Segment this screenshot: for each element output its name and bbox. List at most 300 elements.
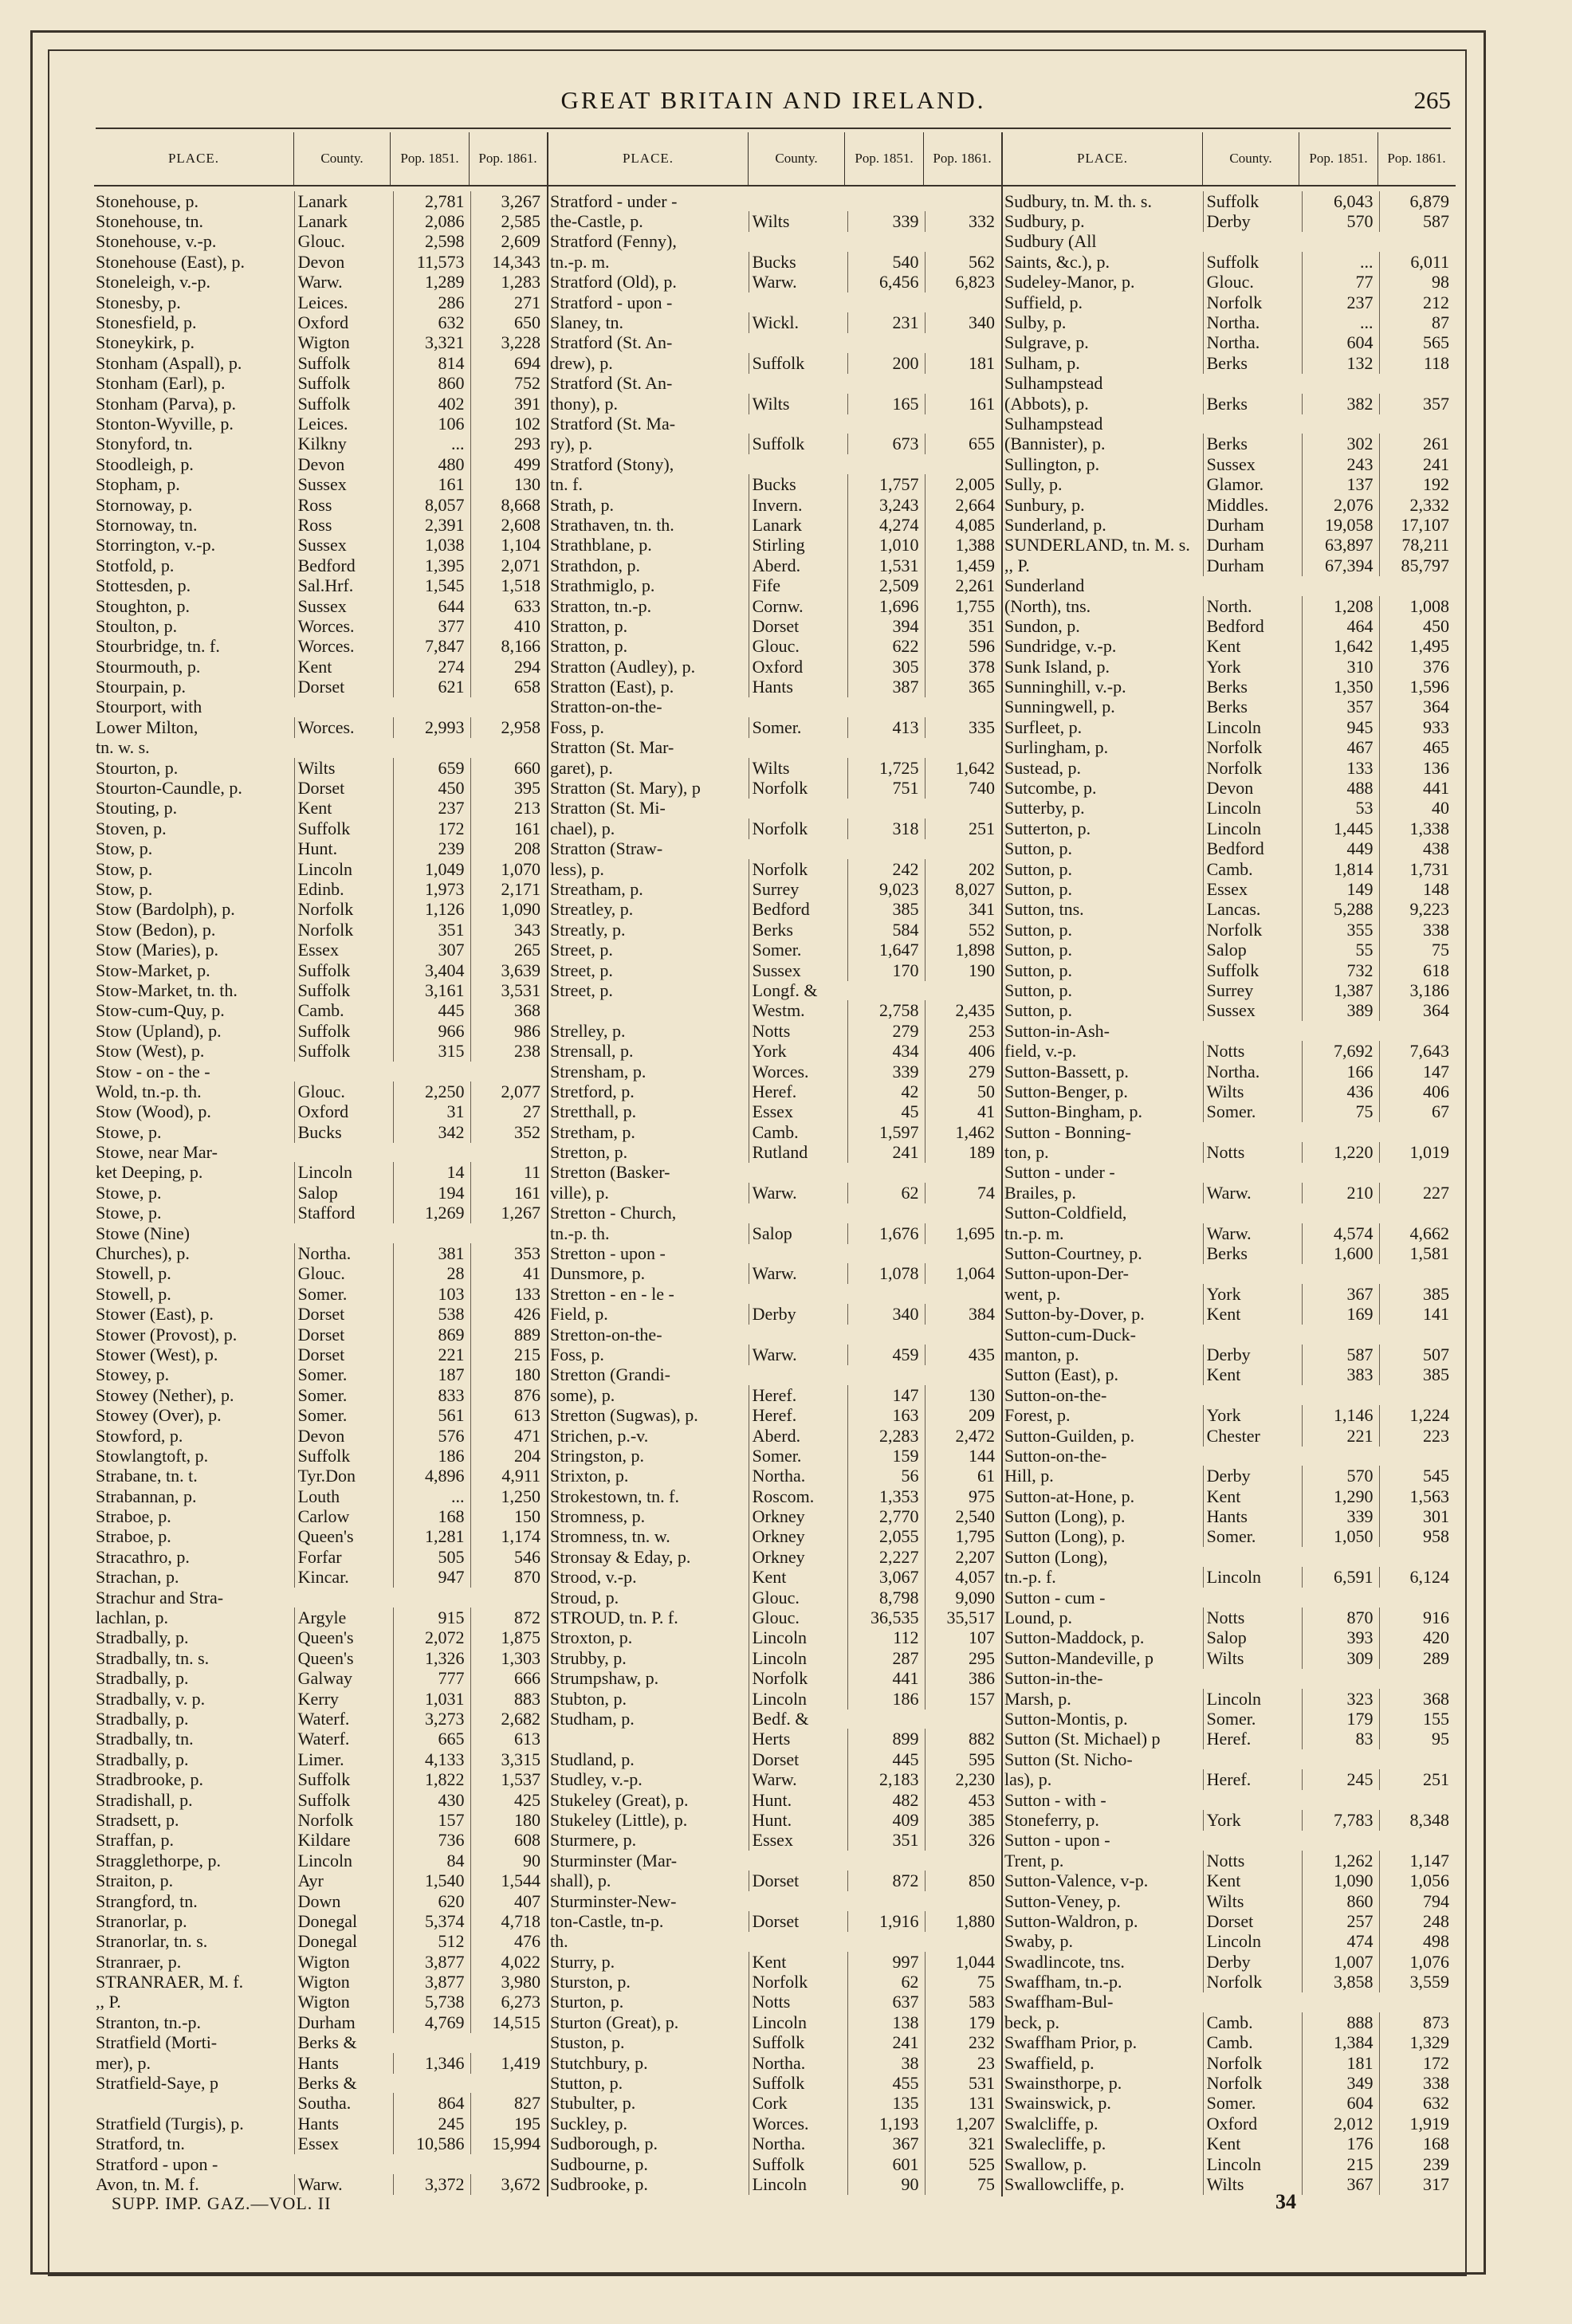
table-row — [548, 536, 1001, 555]
table-row — [1003, 1223, 1456, 1243]
pop-1851: 112 — [847, 1627, 926, 1648]
pop-1861: 133 — [470, 1284, 547, 1305]
place-name: Sutton-Courtney, p. — [1004, 1243, 1142, 1264]
table-row — [94, 374, 547, 394]
place-name: Stradbally, tn. — [96, 1729, 194, 1749]
pop-1851: 2,391 — [393, 515, 471, 536]
county: Suffolk — [294, 1446, 393, 1466]
table-row — [94, 191, 547, 211]
pop-1851: 170 — [847, 960, 926, 981]
place-name: Stradsett, p. — [96, 1809, 179, 1830]
county: Berks & — [294, 2032, 393, 2053]
county: Norfolk — [749, 1972, 847, 1992]
county: Wickl. — [749, 312, 847, 333]
county: York — [1203, 1284, 1302, 1305]
county: Glouc. — [749, 1608, 847, 1628]
place-name: Stoodleigh, p. — [96, 453, 194, 474]
place-name: Stranorlar, p. — [96, 1910, 187, 1931]
county: Donegal — [294, 1911, 393, 1932]
place-name: Stonyford, tn. — [96, 434, 193, 454]
county: Hunt. — [749, 1790, 847, 1811]
place-name: Stow, p. — [96, 858, 153, 879]
pop-1861: 161 — [925, 394, 1001, 414]
pop-1861: 441 — [1379, 778, 1456, 799]
place-name: Stow (Bedon), p. — [96, 919, 216, 940]
pop-1861: 410 — [470, 616, 547, 637]
county: Suffolk — [294, 1769, 393, 1790]
place-name: Stonesby, p. — [96, 292, 181, 312]
pop-1851: 584 — [847, 920, 926, 940]
place-name: Swalcliffe, p. — [1004, 2113, 1098, 2134]
pop-1861: 546 — [470, 1547, 547, 1568]
county: Heref. — [749, 1082, 847, 1102]
pop-1851: 340 — [847, 1304, 926, 1325]
county: Heref. — [1203, 1729, 1302, 1749]
place-name: Sutton - Bonning- — [1004, 1121, 1131, 1142]
table-row — [548, 637, 1001, 657]
table-row — [548, 1689, 1001, 1709]
place-name: Stretton, p. — [550, 1142, 628, 1163]
table-row — [94, 1183, 547, 1203]
county: Norfolk — [1203, 292, 1302, 313]
pop-1851: 5,738 — [393, 1992, 471, 2012]
place-name: (Bannister), p. — [1004, 434, 1106, 454]
county: Warw. — [294, 272, 393, 292]
table-row — [548, 252, 1001, 272]
county: Heref. — [749, 1405, 847, 1426]
pop-1851: 732 — [1302, 960, 1380, 981]
county: Norfolk — [294, 1810, 393, 1831]
table-row — [94, 1972, 547, 1992]
pop-1851: 1,281 — [393, 1526, 471, 1547]
county: Norfolk — [294, 899, 393, 920]
pop-1861: 740 — [925, 778, 1001, 799]
pop-1861: 181 — [925, 353, 1001, 374]
table-row — [1003, 717, 1456, 737]
pop-1851: 194 — [393, 1183, 471, 1203]
header-county: County. — [1202, 132, 1299, 185]
county: Orkney — [749, 1547, 847, 1568]
pop-1851: 869 — [393, 1325, 471, 1345]
table-row — [94, 1790, 547, 1810]
pop-1851: 1,600 — [1302, 1243, 1380, 1264]
pop-1861: 3,315 — [470, 1749, 547, 1770]
table-row — [1003, 434, 1456, 454]
pop-1861: 545 — [1379, 1466, 1456, 1486]
place-name: Brailes, p. — [1004, 1182, 1076, 1203]
table-row — [548, 1385, 1001, 1405]
place-name: Stonton-Wyville, p. — [96, 414, 234, 434]
column-header — [94, 132, 547, 186]
pop-1861: 872 — [470, 1608, 547, 1628]
table-row — [1003, 1122, 1456, 1142]
place-name: Stubton, p. — [550, 1688, 627, 1709]
table-row — [548, 1709, 1001, 1729]
county: Berks — [1203, 1243, 1302, 1264]
place-name: Strabannan, p. — [96, 1486, 197, 1506]
county: Hunt. — [749, 1810, 847, 1831]
pop-1851: 872 — [847, 1871, 926, 1891]
table-row — [94, 758, 547, 778]
county: Wigton — [294, 1952, 393, 1973]
place-name: Sutton - upon - — [1004, 1830, 1110, 1851]
pop-1851: 2,598 — [393, 231, 471, 252]
place-name: Strood, v.-p. — [550, 1567, 637, 1588]
place-name: Strensham, p. — [550, 1061, 646, 1082]
pop-1861: 204 — [470, 1446, 547, 1466]
pop-1861: 74 — [925, 1183, 1001, 1203]
place-name: Strathdon, p. — [550, 555, 641, 575]
place-name: Stranraer, p. — [96, 1951, 182, 1972]
table-row — [94, 839, 547, 859]
table-row — [94, 1041, 547, 1061]
county: Derby — [1203, 1466, 1302, 1486]
pop-1861: 321 — [925, 2134, 1001, 2154]
county: Orkney — [749, 1526, 847, 1547]
county: Dorset — [1203, 1911, 1302, 1932]
pop-1861: 2,958 — [470, 717, 547, 738]
pop-1861: 1,875 — [470, 1627, 547, 1648]
pop-1851: 505 — [393, 1547, 471, 1568]
place-name: Sutterton, p. — [1004, 818, 1091, 838]
place-name: Sunninghill, v.-p. — [1004, 677, 1126, 697]
place-name: Stoneykirk, p. — [96, 332, 195, 353]
pop-1861: 3,672 — [470, 2174, 547, 2195]
table-row — [94, 1608, 547, 1627]
pop-1861: 1,104 — [470, 535, 547, 555]
pop-1861: 67 — [1379, 1101, 1456, 1122]
place-name: Stratfield (Morti- — [96, 2032, 218, 2053]
pop-1851: 1,262 — [1302, 1851, 1380, 1871]
pop-1851: 382 — [1302, 394, 1380, 414]
county: Longf. & — [749, 980, 847, 1001]
table-row — [1003, 1669, 1456, 1689]
pop-1861: 190 — [925, 960, 1001, 981]
pop-1851: 103 — [393, 1284, 471, 1305]
pop-1861: 1,731 — [1379, 859, 1456, 880]
county: Warw. — [749, 1183, 847, 1203]
place-name: the-Castle, p. — [550, 211, 643, 232]
place-name: Stroud, p. — [550, 1587, 619, 1608]
table-row — [1003, 252, 1456, 272]
pop-1861: 883 — [470, 1689, 547, 1710]
pop-1851: 441 — [847, 1668, 926, 1689]
place-name: Churches), p. — [96, 1243, 190, 1264]
table-row — [1003, 1163, 1456, 1183]
pop-1851: 38 — [847, 2053, 926, 2074]
table-row — [548, 232, 1001, 252]
pop-1861: 4,911 — [470, 1466, 547, 1486]
pop-1861: 41 — [925, 1101, 1001, 1122]
place-name: Sudbury, tn. M. th. s. — [1004, 190, 1152, 211]
place-name: Sulham, p. — [1004, 352, 1080, 373]
pop-1851: 464 — [1302, 616, 1380, 637]
table-row — [1003, 1243, 1456, 1263]
pop-1851: 385 — [847, 899, 926, 920]
county: Waterf. — [294, 1729, 393, 1749]
place-name: Stowey (Nether), p. — [96, 1384, 234, 1405]
place-name: ,, P. — [96, 1992, 121, 2012]
pop-1851: 637 — [847, 1992, 926, 2012]
pop-1851: 966 — [393, 1021, 471, 1042]
pop-1851: 2,250 — [393, 1082, 471, 1102]
county: Suffolk — [749, 2073, 847, 2094]
table-row — [548, 1223, 1001, 1243]
county: Berks — [1203, 697, 1302, 717]
table-row — [94, 778, 547, 798]
place-name: Sulby, p. — [1004, 312, 1067, 333]
pop-1861: 189 — [925, 1142, 1001, 1163]
pop-1851: 601 — [847, 2154, 926, 2175]
table-row — [548, 1466, 1001, 1486]
table-row — [1003, 191, 1456, 211]
county: Orkney — [749, 1506, 847, 1527]
table-row — [1003, 474, 1456, 494]
place-name: Stratford - upon - — [550, 292, 673, 312]
table-row — [548, 2033, 1001, 2053]
pop-1851: 4,896 — [393, 1466, 471, 1486]
place-name: Swaby, p. — [1004, 1931, 1073, 1952]
pop-1861: 933 — [1379, 717, 1456, 738]
pop-1861: 335 — [925, 717, 1001, 738]
county: Lincoln — [1203, 819, 1302, 839]
pop-1861: 2,472 — [925, 1426, 1001, 1447]
county: Somer. — [749, 717, 847, 738]
pop-1861: 192 — [1379, 474, 1456, 495]
table-row — [548, 1952, 1001, 1972]
table-row — [94, 2174, 547, 2194]
pop-1861: 4,057 — [925, 1567, 1001, 1588]
place-name: Stratford - under - — [550, 190, 678, 211]
place-name: Stretton - upon - — [550, 1243, 666, 1264]
table-row — [94, 414, 547, 434]
place-name: Sutton-Montis, p. — [1004, 1709, 1128, 1729]
table-row — [1003, 799, 1456, 819]
pop-1861: 406 — [1379, 1082, 1456, 1102]
place-name: Stonehouse, p. — [96, 190, 198, 211]
table-row — [548, 1142, 1001, 1162]
pop-1851: 305 — [847, 657, 926, 677]
table-row — [548, 394, 1001, 414]
pop-1861: 157 — [925, 1689, 1001, 1710]
pop-1851: 445 — [393, 1000, 471, 1021]
pop-1851: 1,208 — [1302, 596, 1380, 617]
table-row — [94, 1102, 547, 1122]
place-name: Sunderland — [1004, 575, 1085, 596]
place-name: Sudbourne, p. — [550, 2153, 648, 2174]
header-rule — [96, 128, 1451, 129]
county: Cornw. — [749, 596, 847, 617]
county: Lanark — [749, 515, 847, 536]
table-row — [94, 1891, 547, 1911]
table-row — [548, 1203, 1001, 1223]
pop-1851: 777 — [393, 1668, 471, 1689]
pop-1861: 975 — [925, 1486, 1001, 1507]
pop-1851: 3,858 — [1302, 1972, 1380, 1992]
pop-1851: 632 — [393, 312, 471, 333]
place-name: Stotfold, p. — [96, 555, 175, 575]
county: Somer. — [294, 1364, 393, 1385]
pop-1861: 1,495 — [1379, 636, 1456, 657]
pop-1851: 83 — [1302, 1729, 1380, 1749]
place-name: Sutton-in-the- — [1004, 1668, 1103, 1689]
pop-1851: 561 — [393, 1405, 471, 1426]
pop-1861: 2,540 — [925, 1506, 1001, 1527]
place-name: Stonesfield, p. — [96, 312, 197, 333]
page-title: GREAT BRITAIN AND IRELAND. — [560, 86, 986, 114]
county: Camb. — [1203, 859, 1302, 880]
table-row — [1003, 1062, 1456, 1082]
pop-1861: 2,207 — [925, 1547, 1001, 1568]
place-name: Stornoway, p. — [96, 494, 193, 515]
pop-1861: 552 — [925, 920, 1001, 940]
footer-volume: SUPP. IMP. GAZ.—VOL. II — [112, 2193, 332, 2213]
pop-1861: 208 — [470, 838, 547, 859]
table-row — [1003, 2053, 1456, 2073]
county: Bucks — [749, 252, 847, 273]
pop-1851: 4,574 — [1302, 1223, 1380, 1244]
place-name: Stretton (Grandi- — [550, 1364, 670, 1385]
pop-1851: 2,993 — [393, 717, 471, 738]
place-name: Stromness, p. — [550, 1506, 646, 1527]
county: Sal.Hrf. — [294, 575, 393, 596]
table-row — [548, 1243, 1001, 1263]
table-row — [94, 1163, 547, 1183]
place-name: Sutton - cum - — [1004, 1587, 1106, 1608]
header-place: PLACE. — [1076, 151, 1129, 167]
pop-1861: 1,008 — [1379, 596, 1456, 617]
place-name: Stretton-on-the- — [550, 1324, 662, 1345]
county: Wilts — [1203, 2174, 1302, 2195]
pop-1861: 916 — [1379, 1608, 1456, 1628]
place-name: Stratton (St. Mi- — [550, 798, 666, 819]
place-name: Sutton-cum-Duck- — [1004, 1324, 1136, 1345]
place-name: Sundridge, v.-p. — [1004, 636, 1117, 657]
table-row — [1003, 677, 1456, 697]
place-name: Stradbally, p. — [96, 1709, 189, 1729]
table-row — [1003, 495, 1456, 515]
pop-1851: 355 — [1302, 920, 1380, 940]
pop-1851: 221 — [1302, 1426, 1380, 1447]
place-name: Stow (Maries), p. — [96, 940, 218, 960]
county: North. — [1203, 596, 1302, 617]
county: Stafford — [294, 1203, 393, 1223]
pop-1851: 6,456 — [847, 272, 926, 292]
pop-1861: 613 — [470, 1729, 547, 1749]
place-name: Sudbrooke, p. — [550, 2173, 648, 2194]
place-name: Sutton, p. — [1004, 940, 1072, 960]
pop-1861: 332 — [925, 211, 1001, 232]
pop-1861: 1,076 — [1379, 1952, 1456, 1973]
table-row — [548, 2154, 1001, 2174]
pop-1861: 1,880 — [925, 1911, 1001, 1932]
county: Worces. — [294, 636, 393, 657]
pop-1861: 1,044 — [925, 1952, 1001, 1973]
county: Kent — [749, 1952, 847, 1973]
pop-1861: 338 — [1379, 2073, 1456, 2094]
county: Hants — [1203, 1506, 1302, 1527]
pop-1861: 8,348 — [1379, 1810, 1456, 1831]
pop-1861: 1,388 — [925, 535, 1001, 555]
pop-1851: 2,183 — [847, 1769, 926, 1790]
pop-1861: 85,797 — [1379, 555, 1456, 576]
county: Somer. — [294, 1385, 393, 1406]
table-row — [94, 454, 547, 474]
place-name: Stowey, p. — [96, 1364, 170, 1385]
table-row — [94, 2114, 547, 2134]
table-row — [548, 1810, 1001, 1830]
pop-1861: 98 — [1379, 272, 1456, 292]
table-row — [94, 940, 547, 960]
pop-1861: 2,230 — [925, 1769, 1001, 1790]
table-row — [1003, 900, 1456, 920]
pop-1861: 353 — [470, 1243, 547, 1264]
county: Suffolk — [294, 1021, 393, 1042]
pop-1851: 1,090 — [1302, 1871, 1380, 1891]
header-county: County. — [748, 132, 844, 185]
county: Suffolk — [1203, 191, 1302, 212]
county: Lincoln — [749, 1648, 847, 1669]
table-row — [548, 1669, 1001, 1689]
county: Dorset — [749, 1749, 847, 1770]
table-row — [1003, 1506, 1456, 1526]
pop-1851: 1,078 — [847, 1263, 926, 1284]
table-row — [548, 738, 1001, 758]
header-pop-1861: Pop. 1861. — [923, 132, 1000, 185]
pop-1851: 482 — [847, 1790, 926, 1811]
county: Bedford — [294, 555, 393, 576]
table-row — [94, 515, 547, 535]
table-row — [1003, 1203, 1456, 1223]
county: Camb. — [1203, 2032, 1302, 2053]
place-name: Stronsay & Eday, p. — [550, 1546, 691, 1567]
pop-1851: 163 — [847, 1405, 926, 1426]
pop-1861: 608 — [470, 1830, 547, 1851]
county: Warw. — [749, 1345, 847, 1365]
pop-1861: 2,682 — [470, 1709, 547, 1729]
pop-1861: 658 — [470, 677, 547, 697]
place-name: Stretham, p. — [550, 1121, 635, 1142]
pop-1861: 1,544 — [470, 1871, 547, 1891]
pop-1851: 243 — [1302, 454, 1380, 475]
place-name: Sunderland, p. — [1004, 514, 1106, 535]
county: Devon — [294, 454, 393, 475]
place-name: Stratton, tn.-p. — [550, 595, 652, 616]
county: Glouc. — [294, 1263, 393, 1284]
pop-1861: 465 — [1379, 737, 1456, 758]
pop-1861: 239 — [1379, 2154, 1456, 2175]
column-rows — [1003, 186, 1456, 2195]
table-row — [1003, 2154, 1456, 2174]
pop-1861: 1,147 — [1379, 1851, 1456, 1871]
pop-1851: 430 — [393, 1790, 471, 1811]
pop-1851: 1,647 — [847, 940, 926, 960]
pop-1851: 1,220 — [1302, 1142, 1380, 1163]
table-row — [1003, 1952, 1456, 1972]
table-row — [94, 1365, 547, 1385]
table-row — [1003, 2033, 1456, 2053]
county: Dorset — [294, 1325, 393, 1345]
county: Berks — [1203, 434, 1302, 454]
place-name: Strubby, p. — [550, 1647, 627, 1668]
place-name: Stretford, p. — [550, 1081, 635, 1101]
place-name: Sutton, p. — [1004, 838, 1072, 859]
pop-1851: 1,031 — [393, 1689, 471, 1710]
table-row — [1003, 1568, 1456, 1588]
place-name: Sturston, p. — [550, 1972, 631, 1992]
table-row — [548, 555, 1001, 575]
county: Warw. — [749, 1769, 847, 1790]
